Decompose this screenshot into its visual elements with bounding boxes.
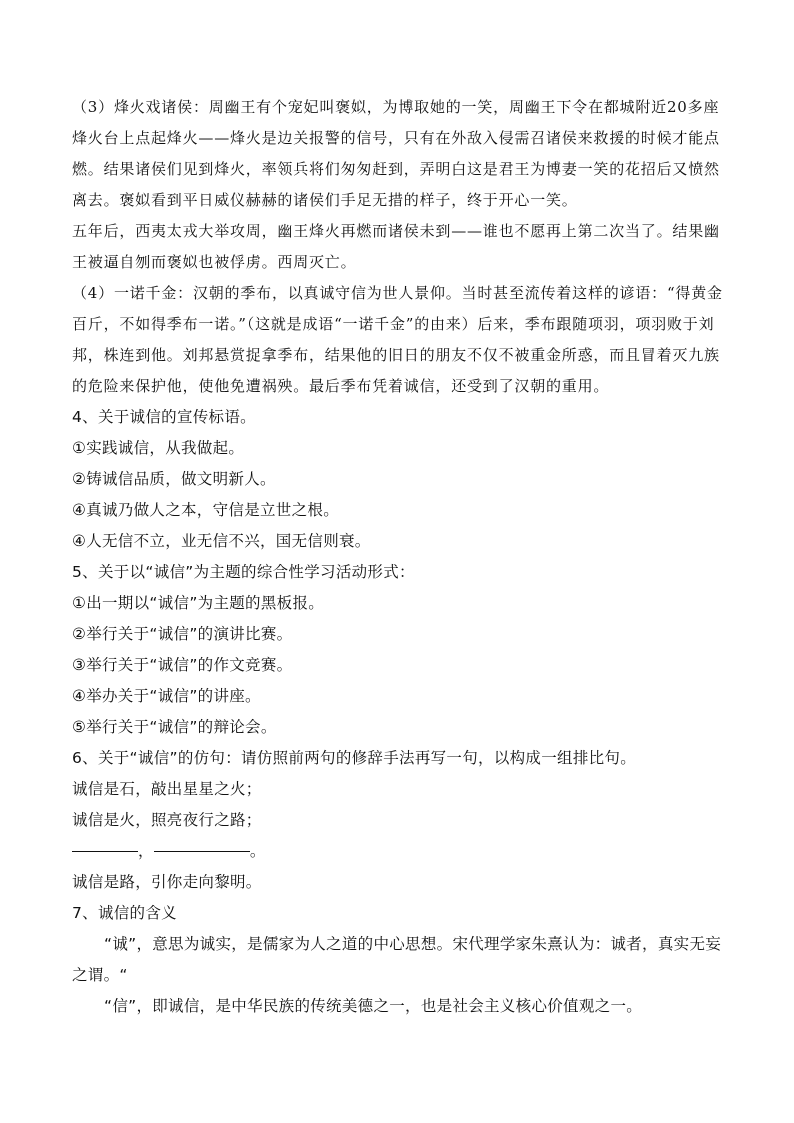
list-item: ④人无信不立，业无信不兴，国无信则衰。 (72, 532, 371, 550)
section-heading-activities: 5、关于以“诚信”为主题的综合性学习活动形式： (72, 563, 415, 581)
list-item: ②铸诚信品质，做文明新人。 (72, 470, 276, 488)
list-item: ③举行关于“诚信”的作文竞赛。 (72, 656, 293, 674)
story-text: 汉朝的季布，以真诚守信为世人景仰。当时甚至流传着这样的谚语：“得黄金百斤，不如得季布一诺。”（这就是成语“一诺千金”的由来）后来，季布跟随项羽，项羽败于刘邦，株连到他。刘邦悬赏捉拿季布，结果他的旧日的朋友不仅不被重金所惑，而且冒着灭九族的危险来保护他，使他免遭祸殃。最后季布凭着诚信，还受到了汉朝的重用。 (72, 284, 723, 395)
meaning-paragraph: “诚”，意思为诚实，是儒家为人之道的中心思想。宋代理学家朱熹认为：诚者，真实无妄之谓。“ (72, 935, 722, 984)
story-label: （4）一诺千金： (72, 284, 193, 302)
answer-blank (72, 850, 138, 852)
answer-blank (154, 850, 250, 852)
list-item: ④举办关于“诚信”的讲座。 (72, 687, 261, 705)
story-promise (72, 278, 724, 402)
story-beacon-fires-continuation: 五年后，西夷太戎大举攻周，幽王烽火再燃而诸侯未到——谁也不愿再上第二次当了。结果幽王被逼自刎而褒姒也被俘虏。西周灭亡。 (72, 222, 720, 271)
section-heading-imitation: 6、关于“诚信”的仿句：请仿照前两句的修辞手法再写一句，以构成一组排比句。 (72, 749, 637, 767)
story-text: 周幽王有个宠妃叫褒姒，为博取她的一笑，周幽王下令在都城附近20多座烽火台上点起烽火——烽火是边关报警的信号，只有在外敌入侵需召诸侯来救援的时候才能点燃。结果诸侯们见到烽火，率领兵将们匆匆赶到，弄明白这是君王为博妻一笑的花招后又愤然离去。褒姒看到平日威仪赫赫的诸侯们手足无措的样子，终于开心一笑。 (72, 98, 720, 209)
list-item: ②举行关于“诚信”的演讲比赛。 (72, 625, 293, 643)
story-beacon-fires (72, 92, 724, 216)
blank-separator: ， (138, 842, 154, 860)
story-label: （3）烽火戏诸侯： (72, 98, 209, 116)
list-item: ④真诚乃做人之本，守信是立世之根。 (72, 501, 339, 519)
section-heading-slogans: 4、关于诚信的宣传标语。 (72, 408, 256, 426)
fill-in-line (72, 836, 724, 867)
document-page (72, 92, 724, 1022)
blank-end: 。 (249, 842, 266, 860)
parallel-line: 诚信是路，引你走向黎明。 (72, 873, 262, 891)
section-heading-meaning: 7、诚信的含义 (72, 904, 177, 922)
list-item: ⑤举行关于“诚信”的辩论会。 (72, 718, 277, 736)
meaning-paragraph: “信”，即诚信，是中华民族的传统美德之一，也是社会主义核心价值观之一。 (104, 997, 643, 1015)
list-item: ①实践诚信，从我做起。 (72, 439, 245, 457)
list-item: ①出一期以“诚信”为主题的黑板报。 (72, 594, 325, 612)
parallel-line: 诚信是石，敲出星星之火； (72, 780, 262, 798)
parallel-line: 诚信是火，照亮夜行之路； (72, 811, 262, 829)
